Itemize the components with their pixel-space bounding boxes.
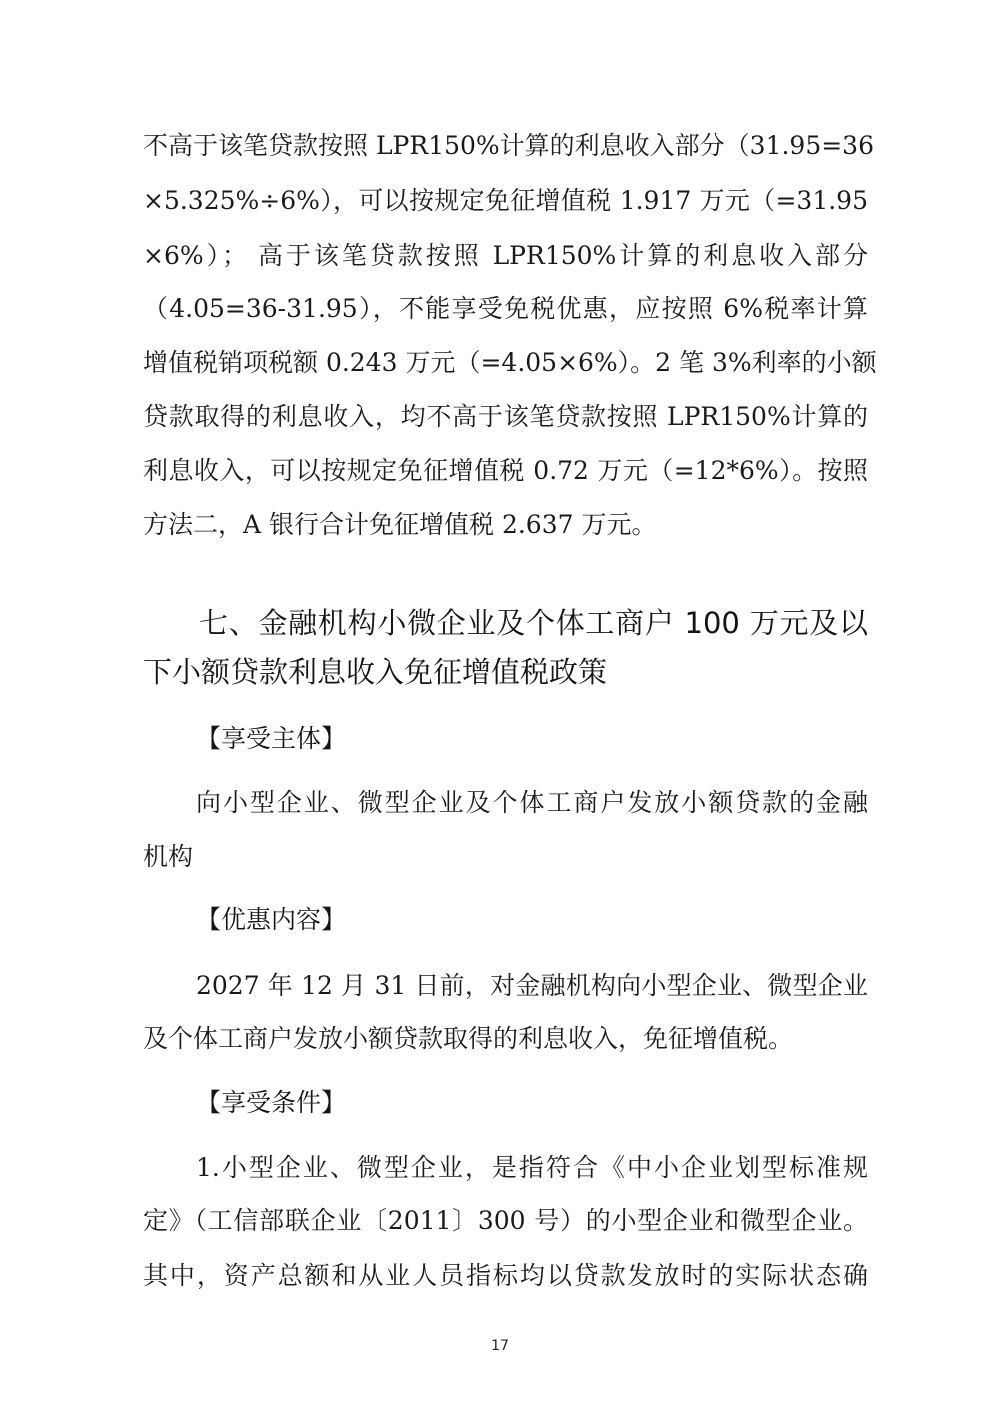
- text-line: 方法二，A 银行合计免征增值税 2.637 万元。: [143, 510, 657, 539]
- text-line: 及个体工商户发放小额贷款取得的利息收入，免征增值税。: [143, 1024, 794, 1053]
- text-line: 机构: [143, 842, 194, 871]
- section-heading-line: 七、金融机构小微企业及个体工商户 100 万元及以: [199, 606, 868, 640]
- text-line: 1.小型企业、微型企业，是指符合《中小企业划型标准规: [196, 1153, 868, 1182]
- text-line: 向小型企业、微型企业及个体工商户发放小额贷款的金融: [196, 788, 868, 817]
- text-line: 利息收入，可以按规定免征增值税 0.72 万元（=12*6%）。按照: [143, 456, 868, 485]
- text-line: 贷款取得的利息收入，均不高于该笔贷款按照 LPR150%计算的: [143, 402, 868, 431]
- text-line: 不高于该笔贷款按照 LPR150%计算的利息收入部分（31.95=36: [143, 131, 874, 160]
- text-line: （4.05=36-31.95），不能享受免税优惠，应按照 6%税率计算: [143, 294, 868, 323]
- text-line: 其中，资产总额和从业人员指标均以贷款发放时的实际状态确: [143, 1261, 868, 1290]
- text-line: ×6%）； 高于该笔贷款按照 LPR150%计算的利息收入部分: [143, 241, 868, 270]
- section-heading-line: 下小额贷款利息收入免征增值税政策: [143, 655, 608, 689]
- text-line: ×5.325%÷6%），可以按规定免征增值税 1.917 万元（=31.95: [143, 186, 868, 215]
- text-line: 增值税销项税额 0.243 万元（=4.05×6%）。2 笔 3%利率的小额: [143, 348, 877, 377]
- text-line: 定》（工信部联企业〔2011〕300 号）的小型企业和微型企业。: [143, 1206, 868, 1235]
- benefit-label: 【优惠内容】: [196, 905, 347, 934]
- conditions-label: 【享受条件】: [196, 1088, 347, 1117]
- page-number: 17: [491, 1338, 509, 1354]
- text-line: 2027 年 12 月 31 日前，对金融机构向小型企业、微型企业: [196, 971, 868, 1000]
- beneficiary-label: 【享受主体】: [196, 724, 347, 753]
